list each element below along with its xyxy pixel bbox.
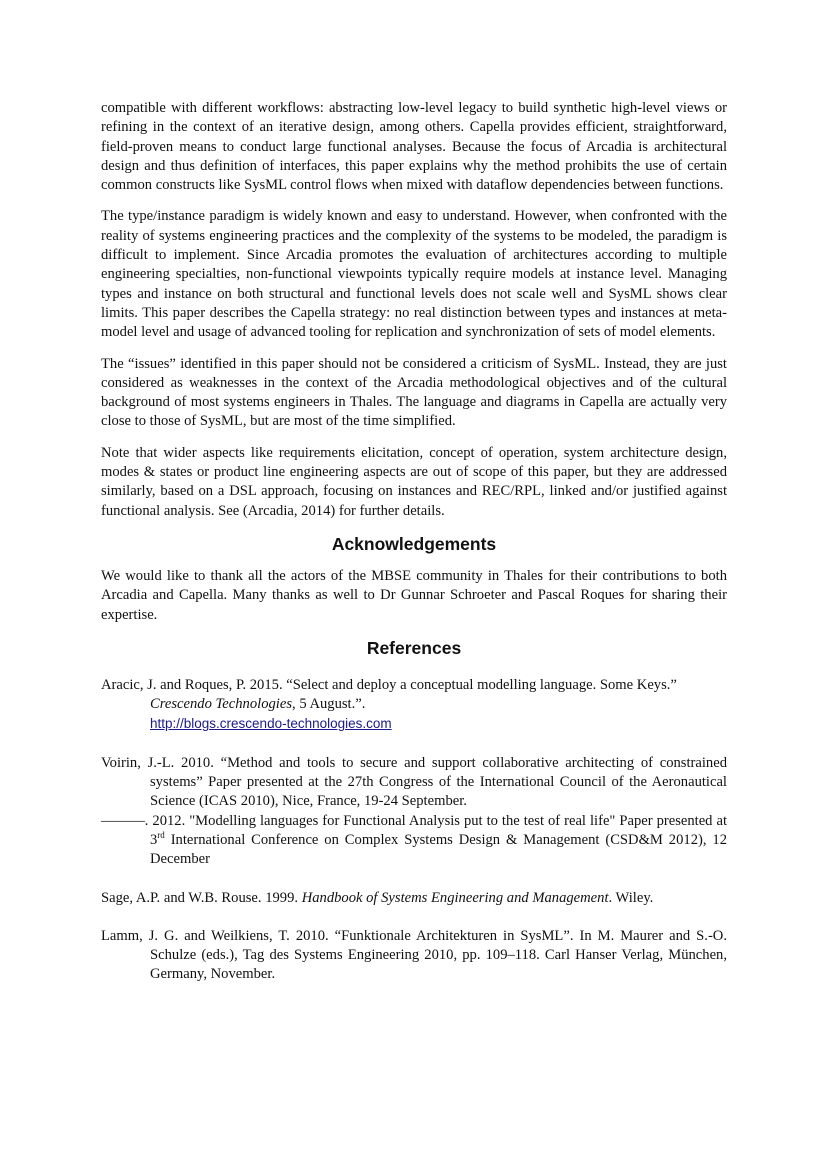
reference-text: Aracic, J. and Roques, P. 2015. “Select and deploy a conceptual modelling language. Some Keys.” — [101, 676, 677, 693]
reference-text: Lamm, J. G. and Weilkiens, T. 2010. “Funktionale Architekturen in SysML”. In M. Maurer and S.-O. Schulze (eds.), Tag des Systems Engineering 2010, pp. 109–118. Carl Hanser Verlag, München, Germany, November. — [101, 927, 727, 983]
acknowledgements-text: We would like to thank all the actors of the MBSE community in Thales for their contributions to both Arcadia and Capella. Many thanks as well to Dr Gunnar Schroeter and Pascal Roques for sharing their expertise. — [101, 567, 727, 623]
reference-item-lamm — [101, 927, 727, 985]
reference-item-voirin-2010 — [101, 754, 727, 812]
reference-text: , 5 August.”. — [292, 696, 366, 713]
reference-item-sage — [101, 889, 727, 908]
reference-italic: Handbook of Systems Engineering and Management — [301, 889, 609, 906]
reference-text: Sage, A.P. and W.B. Rouse. 1999. — [101, 889, 302, 906]
reference-link[interactable]: http://blogs.crescendo-technologies.com — [150, 716, 392, 732]
reference-item-voirin-2012 — [101, 812, 727, 870]
reference-superscript: rd — [157, 829, 165, 840]
reference-text: ———. 2012. "Modelling languages for Functional Analysis put to the test of real life" Paper presented at 3 — [101, 812, 727, 848]
body-paragraph: The “issues” identified in this paper should not be considered a criticism of SysML. Instead, they are just considered as weaknesses in the context of the Arcadia methodological objectives and of the cultural background of most systems engineers in Thales. The language and diagrams in Capella are actually very close to those of SysML, but are most of the time simplified. — [101, 355, 727, 430]
reference-text: . Wiley. — [608, 889, 654, 906]
reference-italic: Crescendo Technologies — [150, 696, 293, 713]
body-paragraph: compatible with different workflows: abstracting low-level legacy to build synthetic high-level views or refining in the context of an iterative design, among others. Capella provides efficient, straightforward, field-proven means to conduct large functional analyses. Because the focus of Arcadia is architectural design and thus definition of interfaces, this paper explains why the method prohibits the use of certain common constructs like SysML control flows when mixed with dataflow dependencies between functions. — [101, 100, 727, 194]
reference-text: International Conference on Complex Systems Design & Management (CSD&M 2012), 12 December — [150, 831, 727, 868]
references-heading: References — [366, 637, 462, 658]
reference-text: Voirin, J.-L. 2010. “Method and tools to secure and support collaborative architecting of constrained systems” Paper presented at the 27th Congress of the International Council of the Aeronautical Science (ICAS 2010), Nice, France, 19-24 September. — [101, 754, 727, 810]
body-paragraph: Note that wider aspects like requirements elicitation, concept of operation, system architecture design, modes & states or product line engineering aspects are out of scope of this paper, but they are addressed similarly, based on a DSL approach, focusing on instances and REC/RPL, linked and/or justified against functional analysis. See (Arcadia, 2014) for further details. — [101, 444, 727, 519]
paper-page — [101, 99, 727, 1004]
acknowledgements-heading: Acknowledgements — [331, 533, 497, 554]
reference-item-aracic — [101, 676, 727, 735]
body-paragraph: The type/instance paradigm is widely known and easy to understand. However, when confronted with the reality of systems engineering practices and the complexity of the systems to be modeled, the paradigm is difficult to implement. Since Arcadia promotes the evaluation of architectures according to multiple engineering specialties, non-functional viewpoints typically require models at instance level. Managing types and instance on both structural and functional levels does not scale well and SysML shows clear limits. This paper describes the Capella strategy: no real distinction between types and instances at meta-model level and usage of advanced tooling for replication and synchronization of sets of model elements. — [101, 208, 727, 341]
